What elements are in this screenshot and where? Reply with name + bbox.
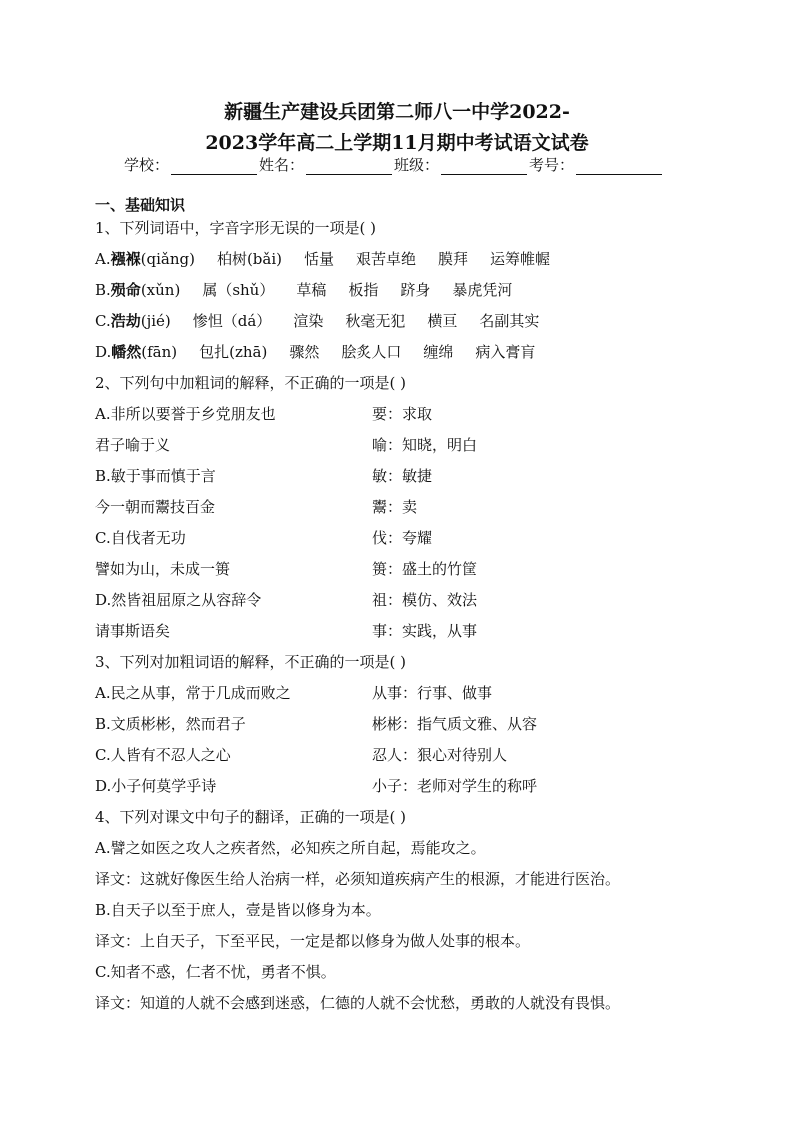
option-bold-word: 殒命 (110, 281, 141, 299)
q2-stem: 2、下列句中加粗词的解释，不正确的一项是( ) (95, 374, 407, 392)
school-field[interactable] (171, 158, 257, 175)
q2-row-left: D.然皆祖屈原之从容辞令 (95, 591, 262, 609)
number-field[interactable] (576, 158, 662, 175)
option-word: 名副其实 (479, 312, 540, 330)
section-heading: 一、基础知识 (95, 196, 186, 214)
option-label: D. (95, 343, 112, 361)
q2-row-left: 君子喻于义 (95, 436, 171, 454)
option-word: 缠绵 (423, 343, 454, 361)
option-word: 脍炙人口 (341, 343, 402, 361)
option-word: 柏树(bǎi) (216, 250, 282, 268)
q2-row-left: 请事斯语矣 (95, 622, 171, 640)
option-pinyin: (xǔn) (140, 281, 181, 299)
option-pinyin: (qiǎng) (140, 250, 195, 268)
q4-line: 译文：这就好像医生给人治病一样，必须知道疾病产生的根源，才能进行医治。 (95, 870, 621, 888)
option-bold-word: 幡然 (111, 343, 142, 361)
option-label: B. (95, 281, 111, 299)
q3-row-right: 小子：老师对学生的称呼 (372, 777, 538, 795)
q1-option-c (95, 311, 561, 331)
option-pinyin: (jié) (140, 312, 171, 330)
q2-row-right: 事：实践，从事 (372, 622, 478, 640)
student-info-row (124, 154, 684, 175)
q2-row-left: 今一朝而鬻技百金 (95, 498, 216, 516)
q2-row-right: 伐：夸耀 (372, 529, 433, 547)
option-word: 运筹帷幄 (490, 250, 551, 268)
option-label: C. (95, 312, 111, 330)
q3-stem: 3、下列对加粗词语的解释，不正确的一项是( ) (95, 653, 407, 671)
name-field[interactable] (306, 158, 392, 175)
q2-row-right: 祖：模仿、效法 (372, 591, 478, 609)
option-word: 骤然 (289, 343, 320, 361)
option-bold-word: 襁褓 (110, 250, 141, 268)
school-label: 学校： (124, 156, 170, 174)
q1-option-d (95, 342, 557, 362)
option-word: 草稿 (296, 281, 327, 299)
option-word: 包扎(zhā) (199, 343, 268, 361)
option-pinyin: (fān) (141, 343, 178, 361)
q4-line: C.知者不惑，仁者不忧，勇者不惧。 (95, 963, 336, 981)
q1-option-a (95, 249, 572, 269)
option-word: 惨怛（dá） (192, 312, 272, 330)
q4-line: 译文：知道的人就不会感到迷惑，仁德的人就不会忧愁，勇敢的人就没有畏惧。 (95, 994, 621, 1012)
q3-row-left: C.人皆有不忍人之心 (95, 746, 231, 764)
name-label: 姓名： (259, 156, 305, 174)
q2-row-left: C.自伐者无功 (95, 529, 186, 547)
q3-row-right: 忍人：狠心对待别人 (372, 746, 508, 764)
q4-stem: 4、下列对课文中句子的翻译，正确的一项是( ) (95, 808, 407, 826)
q1-option-b (95, 280, 534, 300)
number-label: 考号： (529, 156, 575, 174)
q2-row-left: A.非所以要誉于乡党朋友也 (95, 405, 276, 423)
q2-row-right: 要：求取 (372, 405, 433, 423)
q4-line: B.自天子以至于庶人，壹是皆以修身为本。 (95, 901, 381, 919)
option-word: 艰苦卓绝 (356, 250, 417, 268)
option-bold-word: 浩劫 (110, 312, 141, 330)
q4-line: A.譬之如医之攻人之疾者然，必知疾之所自起，焉能攻之。 (95, 839, 486, 857)
option-word: 恬量 (303, 250, 334, 268)
option-word: 跻身 (400, 281, 431, 299)
q2-row-right: 敏：敏捷 (372, 467, 433, 485)
option-label: A. (95, 250, 111, 268)
q3-row-left: A.民之从事，常于几成而败之 (95, 684, 291, 702)
option-word: 秋毫无犯 (345, 312, 406, 330)
option-word: 属（shǔ） (202, 281, 275, 299)
option-word: 渲染 (293, 312, 324, 330)
class-field[interactable] (441, 158, 527, 175)
option-word: 膜拜 (438, 250, 469, 268)
option-word: 板指 (348, 281, 379, 299)
q2-row-left: B.敏于事而慎于言 (95, 467, 216, 485)
q3-row-right: 彬彬：指气质文雅、从容 (372, 715, 538, 733)
q2-row-right: 鬻：卖 (372, 498, 418, 516)
q2-row-right: 篑：盛土的竹筐 (372, 560, 478, 578)
class-label: 班级： (394, 156, 440, 174)
exam-title-line2: 2023学年高二上学期11月期中考试语文试卷 (205, 132, 589, 154)
q3-row-left: D.小子何莫学乎诗 (95, 777, 217, 795)
q3-row-right: 从事：行事、做事 (372, 684, 493, 702)
option-word: 病入膏肓 (475, 343, 536, 361)
q3-row-left: B.文质彬彬，然而君子 (95, 715, 246, 733)
q2-row-left: 譬如为山，未成一篑 (95, 560, 231, 578)
q1-stem: 1、下列词语中，字音字形无误的一项是( ) (95, 219, 377, 237)
q4-line: 译文：上自天子，下至平民，一定是都以修身为做人处事的根本。 (95, 932, 531, 950)
option-word: 横亘 (427, 312, 458, 330)
exam-title-line1: 新疆生产建设兵团第二师八一中学2022- (224, 101, 570, 123)
q2-row-right: 喻：知晓，明白 (372, 436, 478, 454)
option-word: 暴虎凭河 (452, 281, 513, 299)
